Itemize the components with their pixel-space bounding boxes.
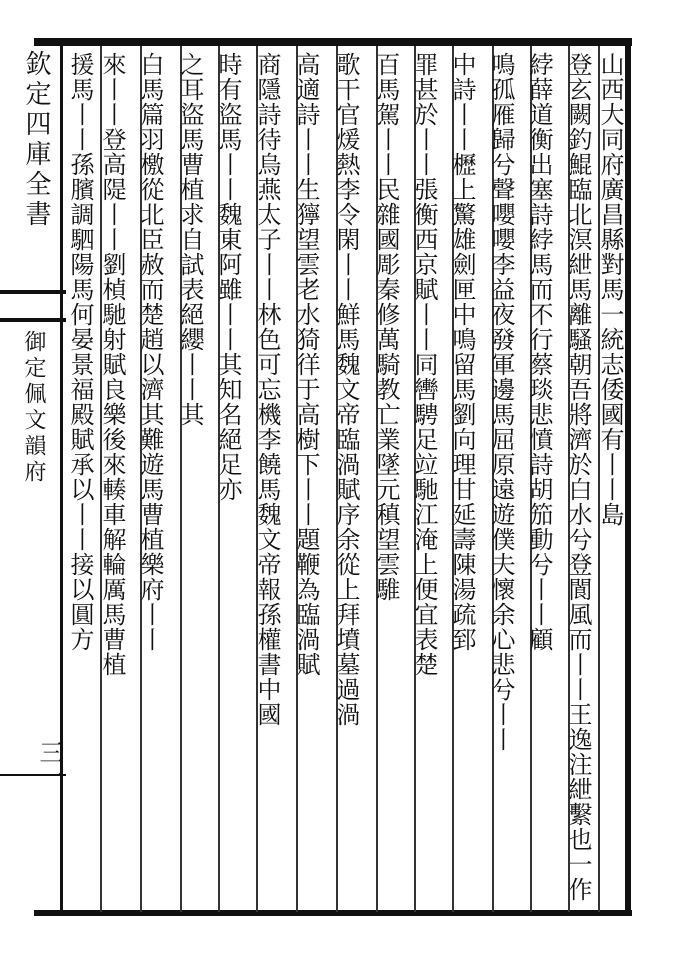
text-column-2: 登玄闕釣鯤臨北溟紲馬離騷朝吾將濟於白水兮登閬風而丨丨王逸注紲繫也一作: [564, 52, 592, 902]
text-column-5: 中詩丨丨櫪上驚雄劍匣中鳴留馬劉向理甘延壽陳湯疏郅: [448, 52, 476, 652]
page-number: 三一: [35, 740, 63, 788]
margin-book-title: 欽定四庫全書: [21, 50, 51, 230]
text-column-8: 歌干官煖熱李令閑丨丨鮮馬魏文帝臨渦賦序余從上拜墳墓過渦: [332, 52, 360, 727]
text-column-3: 綍薛道衡出塞詩綍馬而不行蔡琰悲憤詩胡笳動兮丨丨顧: [525, 52, 553, 652]
frame-bottom-border: [34, 910, 632, 916]
text-column-11: 時有盜馬丨丨魏東阿雖丨丨其知名絕足亦: [214, 52, 242, 502]
text-column-12: 之耳盜馬曹植求自試表絕纓丨丨其: [176, 52, 204, 427]
fishtail-mark-top: [0, 290, 66, 294]
text-column-7: 百馬駕丨丨民雜國彫秦修萬騎教亡業墜元稹望雲騅: [372, 52, 400, 602]
text-column-6: 罪甚於丨丨張衡西京賦丨丨同轡騁足竝馳江淹上便宜表楚: [410, 52, 438, 677]
margin-subtitle: 御定佩文韻府: [21, 330, 46, 486]
text-column-13: 白馬篇羽檄從北臣赦而楚趙以濟其難遊馬曹植樂府丨丨: [136, 52, 164, 652]
text-column-1: 山西大同府廣昌縣對馬一統志倭國有丨丨島: [596, 52, 624, 527]
text-column-9: 高適詩丨丨生獰望雲老水猗徉于高樹下丨丨題鞭為臨渦賦: [292, 52, 320, 677]
frame-right-border: [625, 38, 631, 916]
text-column-15: 援馬丨丨孫臏調駟陽馬何晏景福殿賦承以丨丨接以圓方: [66, 52, 94, 652]
text-column-14: 來丨丨登高隄丨丨劉楨馳射賦良樂後來輳車解輪厲馬曹植: [98, 52, 126, 677]
text-column-10: 商隱詩待烏燕太子丨丨林色可忘機李饒馬魏文帝報孫權書中國: [253, 52, 281, 727]
frame-top-border: [34, 38, 632, 46]
fishtail-mark-bottom: [0, 318, 66, 322]
text-column-4: 鳴孤雁歸兮聲嚶嚶李益夜發軍邊馬屈原遠遊僕夫懷余心悲兮丨丨: [487, 52, 515, 752]
